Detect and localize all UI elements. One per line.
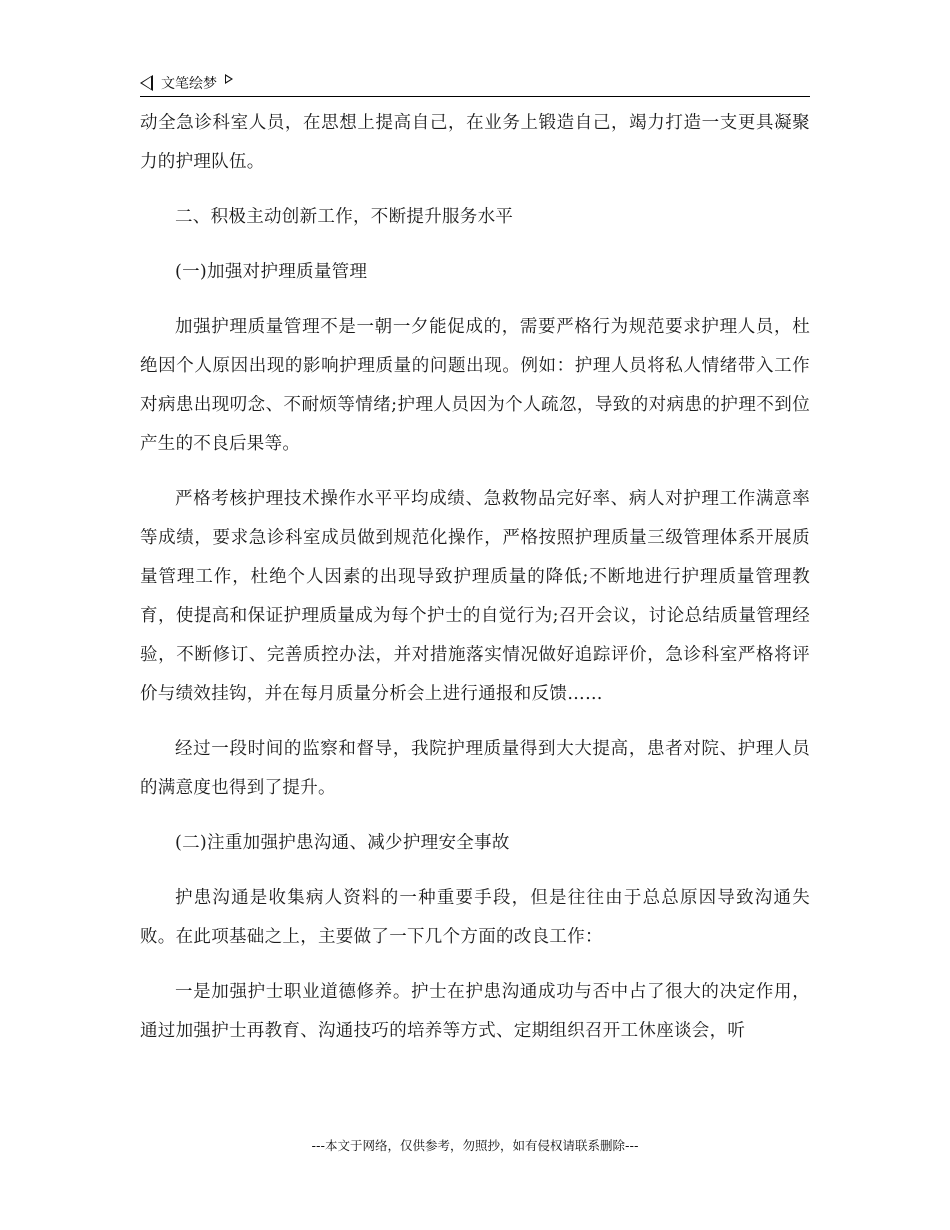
section-heading: 二、积极主动创新工作，不断提升服务水平	[175, 207, 514, 227]
triangle-left-icon	[140, 75, 153, 91]
paragraph: 严格考核护理技术操作水平平均成绩、急救物品完好率、病人对护理工作满意率等成绩，要求急诊科室成员做到规范化操作，严格按照护理质量三级管理体系开展质量管理工作，杜绝个人因素的出现导致护理质量的降低;不断地进行护理质量管理教育，使提高和保证护理质量成为每个护士的自觉行为;召开会议，讨论总结质量管理经验，不断修订、完善质控办法，并对措施落实情况做好追踪评价，急诊科室严格将评价与绩效挂钩，并在每月质量分析会上进行通报和反馈……	[140, 489, 810, 704]
page-footer-disclaimer: ---本文于网络，仅供参考，勿照抄，如有侵权请联系删除---	[311, 1138, 639, 1153]
paragraph-continuation: 动全急诊科室人员，在思想上提高自己，在业务上锻造自己，竭力打造一支更具凝聚力的护理队伍。	[140, 113, 810, 172]
document-body	[140, 104, 810, 1067]
paragraph: 经过一段时间的监察和督导，我院护理质量得到大大提高，患者对院、护理人员的满意度也得到了提升。	[140, 739, 810, 798]
paragraph: 一是加强护士职业道德修养。护士在护患沟通成功与否中占了很大的决定作用，通过加强护士再教育、沟通技巧的培养等方式、定期组织召开工休座谈会，听	[140, 982, 810, 1041]
paragraph: 护患沟通是收集病人资料的一种重要手段，但是往往由于总总原因导致沟通失败。在此项基础之上，主要做了一下几个方面的改良工作：	[140, 888, 810, 947]
header-title: 文笔绘梦	[161, 76, 217, 92]
triangle-right-icon	[225, 74, 233, 84]
subsection-heading: (二)注重加强护患沟通、减少护理安全事故	[175, 833, 510, 853]
subsection-heading: (一)加强对护理质量管理	[175, 262, 368, 282]
paragraph: 加强护理质量管理不是一朝一夕能促成的，需要严格行为规范要求护理人员，杜绝因个人原因出现的影响护理质量的问题出现。例如：护理人员将私人情绪带入工作对病患出现叨念、不耐烦等情绪;护理人员因为个人疏忽，导致的对病患的护理不到位产生的不良后果等。	[140, 317, 810, 454]
page-header	[140, 70, 810, 97]
